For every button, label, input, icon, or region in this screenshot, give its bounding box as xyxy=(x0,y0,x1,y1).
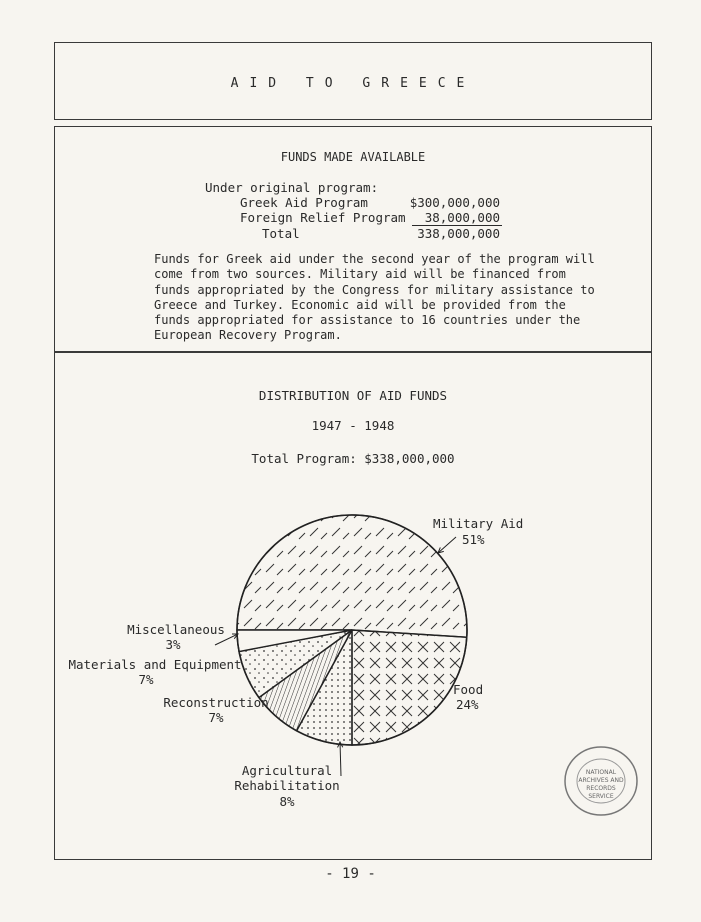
paragraph-line: funds appropriated by the Congress for military assistance to xyxy=(154,282,595,297)
funds-row-label-foreign-relief: Foreign Relief Program xyxy=(240,210,406,225)
funds-intro: Under original program: xyxy=(205,180,379,195)
chart-total-label: Total Program: $338,000,000 xyxy=(251,451,455,466)
funds-row-amount-total: 338,000,000 xyxy=(417,226,500,241)
document-title: AID TO GREECE xyxy=(230,76,476,91)
leader-arrow-military-aid xyxy=(438,537,456,553)
pie-value-miscellaneous: 3% xyxy=(165,637,181,652)
paragraph-line: Funds for Greek aid under the second year of the program will xyxy=(154,252,595,266)
svg-text:ARCHIVES AND: ARCHIVES AND xyxy=(578,777,624,784)
paragraph-line: funds appropriated for assistance to 16 countries under the xyxy=(154,313,581,328)
funds-row-amount-foreign-relief: 38,000,000 xyxy=(424,210,500,225)
pie-value-agricultural-rehabilitation: 8% xyxy=(279,794,295,809)
pie-label-agricultural-rehabilitation: Rehabilitation xyxy=(234,778,340,793)
paragraph-line: come from two sources. Military aid will be financed from xyxy=(154,267,566,282)
svg-text:NATIONAL: NATIONAL xyxy=(585,769,617,776)
pie-label-materials-and-equipment: Materials and Equipment xyxy=(68,657,242,672)
svg-text:SERVICE: SERVICE xyxy=(588,793,614,800)
pie-value-materials-and-equipment: 7% xyxy=(138,672,154,687)
pie-value-food: 24% xyxy=(456,697,479,712)
funds-row-label-greek-aid: Greek Aid Program xyxy=(240,195,368,210)
funds-row-amount-greek-aid: $300,000,000 xyxy=(409,195,500,210)
leader-arrow-agricultural xyxy=(338,742,343,776)
pie-label-reconstruction: Reconstruction xyxy=(163,695,269,710)
pie-slice-food xyxy=(352,630,467,745)
pie-label-agricultural-rehabilitation: Agricultural xyxy=(241,763,333,778)
pie-value-reconstruction: 7% xyxy=(208,710,224,725)
funds-heading: FUNDS MADE AVAILABLE xyxy=(280,150,426,164)
paragraph-line: European Recovery Program. xyxy=(154,328,342,343)
pie-label-miscellaneous: Miscellaneous xyxy=(127,622,225,637)
paragraph-line: Greece and Turkey. Economic aid will be provided from the xyxy=(154,297,566,312)
svg-text:RECORDS: RECORDS xyxy=(586,785,616,792)
archive-stamp-icon xyxy=(562,744,640,818)
page-number: - 19 - xyxy=(325,866,376,882)
pie-value-military-aid: 51% xyxy=(462,532,485,547)
funds-row-label-total: Total xyxy=(262,226,300,241)
chart-subtitle: 1947 - 1948 xyxy=(311,418,395,433)
pie-slice-military-aid xyxy=(237,515,467,637)
chart-title: DISTRIBUTION OF AID FUNDS xyxy=(258,388,448,403)
pie-label-food: Food xyxy=(453,682,484,697)
pie-label-military-aid: Military Aid xyxy=(433,516,524,531)
